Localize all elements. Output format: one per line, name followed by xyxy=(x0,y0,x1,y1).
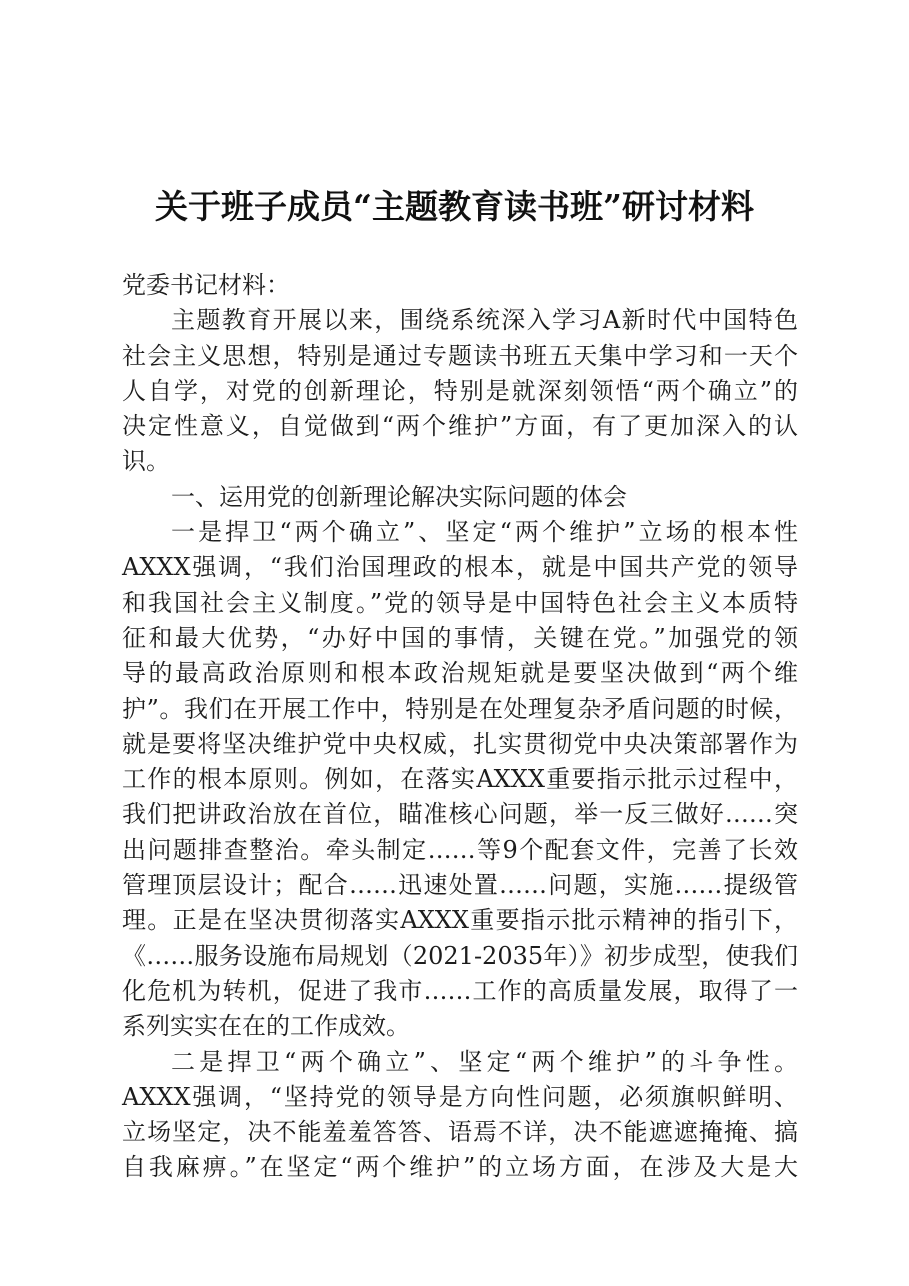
body-line: 社会主义思想，特别是通过专题读书班五天集中学习和一天个 xyxy=(122,341,798,370)
body-line: 识。 xyxy=(122,447,170,476)
body-line: 护”。我们在开展工作中，特别是在处理复杂矛盾问题的时候， xyxy=(122,694,798,723)
body-line: 决定性意义，自觉做到“两个维护”方面，有了更加深入的认 xyxy=(122,412,798,441)
body-line: 《……服务设施布局规划（2021-2035年）》初步成型，使我们 xyxy=(122,941,798,970)
body-line: 系列实实在在的工作成效。 xyxy=(122,1012,410,1041)
body-line: 人自学，对党的创新理论，特别是就深刻领悟“两个确立”的 xyxy=(122,376,798,405)
document-title: 关于班子成员“主题教育读书班”研讨材料 xyxy=(155,187,754,226)
document-body xyxy=(122,268,798,1186)
body-line: 立场坚定，决不能羞羞答答、语焉不详，决不能遮遮掩掩、搞 xyxy=(122,1118,798,1147)
body-line: 和我国社会主义制度。”党的领导是中国特色社会主义本质特 xyxy=(122,588,798,617)
body-line: 自我麻痹。”在坚定“两个维护”的立场方面，在涉及大是大 xyxy=(122,1153,798,1182)
body-line: AXXX强调，“我们治国理政的根本，就是中国共产党的领导 xyxy=(122,553,798,582)
body-line: AXXX强调，“坚持党的领导是方向性问题，必须旗帜鲜明、 xyxy=(122,1082,798,1111)
body-line: 我们把讲政治放在首位，瞄准核心问题，举一反三做好……突 xyxy=(122,800,798,829)
body-line: 就是要将坚决维护党中央权威，扎实贯彻党中央决策部署作为 xyxy=(122,729,798,758)
body-line: 一是捍卫“两个确立”、坚定“两个维护”立场的根本性 xyxy=(171,518,798,547)
body-line: 党委书记材料： xyxy=(122,271,290,299)
body-line: 征和最大优势，“办好中国的事情，关键在党。”加强党的领 xyxy=(122,623,798,652)
body-line: 出问题排查整治。牵头制定……等9个配套文件，完善了长效 xyxy=(122,835,798,864)
body-line: 主题教育开展以来，围绕系统深入学习A新时代中国特色 xyxy=(171,306,798,335)
body-line: 导的最高政治原则和根本政治规矩就是要坚决做到“两个维 xyxy=(122,659,798,688)
body-line: 一、运用党的创新理论解决实际问题的体会 xyxy=(171,482,627,511)
body-line: 理。正是在坚决贯彻落实AXXX重要指示批示精神的指引下， xyxy=(122,906,798,935)
body-line: 工作的根本原则。例如，在落实AXXX重要指示批示过程中， xyxy=(122,765,798,794)
body-line: 二是捍卫“两个确立”、坚定“两个维护”的斗争性。 xyxy=(171,1047,798,1076)
body-line: 管理顶层设计；配合……迅速处置……问题，实施……提级管 xyxy=(122,871,798,900)
body-line: 化危机为转机，促进了我市……工作的高质量发展，取得了一 xyxy=(122,976,798,1005)
